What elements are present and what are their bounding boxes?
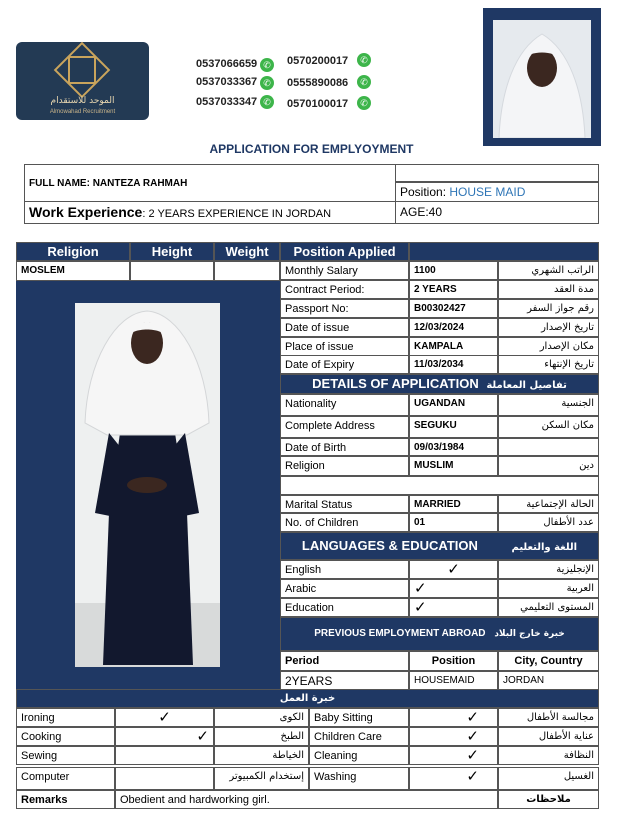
- position-row-value: 11/03/2034: [409, 355, 498, 374]
- skill-label-ar: عناية الأطفال: [498, 727, 599, 746]
- work-experience-label: Work Experience: [29, 204, 143, 220]
- work-experience-field: [24, 201, 396, 224]
- tick-icon: [115, 767, 214, 790]
- previous-title: PREVIOUS EMPLOYMENT ABROAD: [314, 628, 486, 639]
- tick-icon: ✓: [409, 727, 498, 746]
- language-row-label: Education: [280, 598, 409, 617]
- skill-label: Ironing: [16, 708, 115, 727]
- position-row-label: Date of issue: [280, 318, 409, 337]
- position-field: [395, 182, 599, 202]
- position-row-label: Contract Period:: [280, 280, 409, 299]
- previous-employment-header: [280, 617, 599, 651]
- skill-label: Children Care: [309, 727, 409, 746]
- skill-label: Baby Sitting: [309, 708, 409, 727]
- details-row-value: MUSLIM: [409, 456, 498, 476]
- weight-header: Weight: [214, 242, 280, 261]
- religion-header: Religion: [16, 242, 130, 261]
- prev-position-value: HOUSEMAID: [409, 671, 498, 690]
- position-row-ar: مدة العقد: [498, 280, 599, 299]
- skill-label-ar: الخياطة: [214, 746, 309, 765]
- details-row-label: No. of Children: [280, 513, 409, 532]
- prev-col-city: City, Country: [498, 651, 599, 671]
- details-row-label: Date of Birth: [280, 438, 409, 456]
- details-row-ar: الجنسية: [498, 394, 599, 416]
- age-field: AGE:40: [395, 201, 599, 224]
- tick-icon: ✓: [409, 746, 498, 765]
- languages-header: [280, 532, 599, 560]
- details-row-label: Nationality: [280, 394, 409, 416]
- prev-col-position: Position: [409, 651, 498, 671]
- position-applied-header: Position Applied: [280, 242, 409, 261]
- position-row-ar: تاريخ الإصدار: [498, 318, 599, 337]
- details-row-label: Religion: [280, 456, 409, 476]
- skill-label-ar: الطبخ: [214, 727, 309, 746]
- details-row-ar: [498, 438, 599, 456]
- whatsapp-icon: ✆: [260, 58, 274, 72]
- position-row-value: B00302427: [409, 299, 498, 318]
- position-value: HOUSE MAID: [449, 185, 526, 199]
- languages-title: LANGUAGES & EDUCATION: [301, 538, 478, 553]
- work-experience-value: : 2 YEARS EXPERIENCE IN JORDAN: [142, 208, 332, 220]
- skills-header-ar: خبرة العمل: [16, 689, 599, 708]
- details-row-value: MARRIED: [409, 495, 498, 513]
- details-title: DETAILS OF APPLICATION: [312, 376, 479, 391]
- details-title-ar: تفاصيل المعاملة: [486, 380, 567, 391]
- tick-icon: ✓: [409, 708, 498, 727]
- position-row-value: 2 YEARS: [409, 280, 498, 299]
- previous-title-ar: خبرة خارج البلاد: [494, 629, 565, 639]
- tick-icon: ✓: [115, 727, 214, 746]
- skill-label-ar: إستخدام الكمبيوتر: [214, 767, 309, 790]
- phone-number: 0537066659: [196, 58, 258, 70]
- position-row-label: Date of Expiry: [280, 355, 409, 374]
- portrait-photo: [493, 20, 591, 138]
- position-row-ar: تاريخ الإنتهاء: [498, 355, 599, 374]
- language-row-label: Arabic: [280, 579, 409, 598]
- page-title: APPLICATION FOR EMPLYOYMENT: [209, 142, 414, 156]
- skill-label: Computer: [16, 767, 115, 790]
- height-header: Height: [130, 242, 214, 261]
- phone-number: 0555890086: [287, 77, 349, 89]
- skill-label-ar: مجالسة الأطفال: [498, 708, 599, 727]
- whatsapp-icon: ✆: [260, 95, 274, 109]
- logo-mark-inner: [68, 56, 96, 84]
- position-row-label: Passport No:: [280, 299, 409, 318]
- position-row-value: KAMPALA: [409, 337, 498, 356]
- full-body-photo: [75, 303, 220, 667]
- details-row-ar: دين: [498, 456, 599, 476]
- skill-label-ar: الكوى: [214, 708, 309, 727]
- language-row-label: English: [280, 560, 409, 579]
- weight-value: [214, 261, 280, 281]
- details-row-value: 09/03/1984: [409, 438, 498, 456]
- full-name-value: FULL NAME: NANTEZA RAHMAH: [29, 178, 188, 189]
- company-logo: [16, 42, 149, 120]
- tick-icon: ✓: [409, 598, 498, 617]
- skill-label: Cleaning: [309, 746, 409, 765]
- language-row-ar: الإنجليزية: [498, 560, 599, 579]
- language-row-ar: العربية: [498, 579, 599, 598]
- phone-number: 0537033367: [196, 76, 258, 88]
- whatsapp-icon: ✆: [357, 53, 371, 67]
- details-row-value: SEGUKU: [409, 416, 498, 438]
- prev-period-value: 2YEARS: [280, 671, 409, 690]
- prev-col-period: Period: [280, 651, 409, 671]
- phone-number: 0537033347: [196, 96, 258, 108]
- prev-city-value: JORDAN: [498, 671, 599, 690]
- details-row-label: Marital Status: [280, 495, 409, 513]
- whatsapp-icon: ✆: [260, 76, 274, 90]
- logo-name-ar: الموحد للاستقدام: [50, 96, 115, 106]
- position-row-ar: مكان الإصدار: [498, 337, 599, 356]
- details-row-ar: الحالة الإجتماعية: [498, 495, 599, 513]
- details-spacer-row: [280, 476, 599, 495]
- position-row-label: Monthly Salary: [280, 261, 409, 280]
- details-row-ar: مكان السكن: [498, 416, 599, 438]
- full-name-field: [24, 164, 396, 202]
- remarks-label: Remarks: [16, 790, 115, 809]
- position-row-value: 12/03/2024: [409, 318, 498, 337]
- position-applied-header-fill: [409, 242, 599, 261]
- portrait-photo-frame: [483, 8, 601, 146]
- height-value: [130, 261, 214, 281]
- remarks-label-ar: ملاحظات: [498, 790, 599, 809]
- phone-number: 0570200017: [287, 55, 349, 67]
- tick-icon: ✓: [409, 560, 498, 579]
- language-row-ar: المستوى التعليمي: [498, 598, 599, 617]
- full-body-photo-frame: [16, 281, 280, 689]
- skill-label: Sewing: [16, 746, 115, 765]
- tick-icon: [115, 746, 214, 765]
- whatsapp-icon: ✆: [357, 96, 371, 110]
- languages-title-ar: اللغة والتعليم: [511, 542, 578, 553]
- position-row-ar: رقم جواز السفر: [498, 299, 599, 318]
- whatsapp-icon: ✆: [357, 75, 371, 89]
- tick-icon: ✓: [115, 708, 214, 727]
- details-row-value: 01: [409, 513, 498, 532]
- skill-label: Washing: [309, 767, 409, 790]
- position-label: Position:: [400, 185, 450, 199]
- skill-label-ar: النظافة: [498, 746, 599, 765]
- details-row-value: UGANDAN: [409, 394, 498, 416]
- position-row-value: 1100: [409, 261, 498, 280]
- position-row-label: Place of issue: [280, 337, 409, 356]
- details-row-ar: عدد الأطفال: [498, 513, 599, 532]
- logo-name-en: Almowahad Recruitment: [49, 109, 116, 115]
- phone-number: 0570100017: [287, 98, 349, 110]
- position-row-ar: الراتب الشهري: [498, 261, 599, 280]
- details-header: [280, 374, 599, 394]
- skill-label: Cooking: [16, 727, 115, 746]
- tick-icon: ✓: [409, 767, 498, 790]
- tick-icon: ✓: [409, 579, 498, 598]
- religion-value: MOSLEM: [16, 261, 130, 281]
- details-row-label: Complete Address: [280, 416, 409, 438]
- position-blank-cell: [395, 164, 599, 182]
- remarks-value: Obedient and hardworking girl.: [115, 790, 498, 809]
- skill-label-ar: الغسيل: [498, 767, 599, 790]
